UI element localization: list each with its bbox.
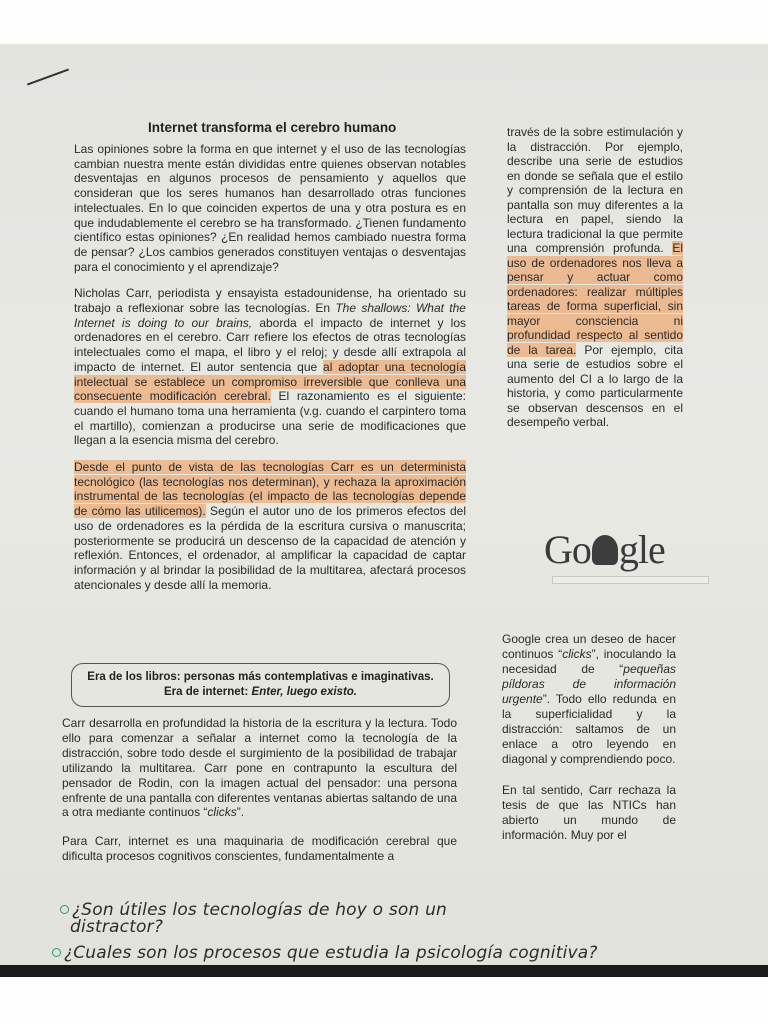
quote-line-1: Era de los libros: personas más contemplativas e imaginativas. — [87, 671, 434, 683]
quote-line-2: Era de internet: Enter, luego existo. — [163, 686, 357, 698]
paragraph-google: Google crea un deseo de hacer continuos “clicks”, inoculando la necesidad de “pequeñas píldoras de información urgente”. Todo ello redunda en la superficialidad y la distracción: saltamos de un enlace a otro leyendo en diagonal y comprendiendo poco. — [502, 632, 677, 766]
search-bar — [552, 576, 709, 584]
handwritten-question-1: ¿Son útiles los tecnologías de hoy o son un — [60, 900, 447, 920]
highlighted-text: Desde el punto de vista de las tecnologías Carr es un determinista tecnológico (las tecnologías nos determinan), y rechaza la aproximación instrumental de las tecnologías (el impacto de las tecnologías depende de cómo las utilicemos). — [74, 460, 466, 519]
right-column-bottom — [502, 632, 676, 859]
google-logo: Go gle — [544, 527, 665, 572]
paragraph-ntics: En tal sentido, Carr rechaza la tesis de que las NTICs han abierto un mundo de información. Muy por el — [502, 783, 676, 842]
paragraph-intro: Las opiniones sobre la forma en que internet y el uso de las tecnologías cambian nuestra mente están divididas entre quienes observan notables desventajas en algunos procesos de pensamiento y aquellos que consideran que los seres humanos han desarrollado otras funciones intelectuales. En lo que coinciden expertos de una y otra postura es en que indudablemente el cerebro se ha transformado. ¿Tienen fundamento científico estas opiniones? ¿En realidad hemos cambiado nuestra forma de pensar? ¿Los cambios generados constituyen ventajas o desventajas para el conocimiento y el aprendizaje? — [74, 142, 466, 274]
table-edge — [0, 965, 768, 977]
highlighted-text: El uso de ordenadores nos lleva a pensar y actuar como ordenadores: realizar múltiples tareas de forma superficial, sin mayor consciencia ni profundidad respecto al sentido de la tarea. — [507, 241, 683, 357]
highlighted-text: al adoptar una tecnología intelectual se establece un compromiso irreversible que conlleva una consecuente modificación cerebral. — [74, 359, 466, 404]
handwritten-question-1-cont: distractor? — [70, 917, 164, 937]
paragraph-maquinaria: Para Carr, internet es una maquinaria de modificación cerebral que dificulta procesos cognitivos conscientes, fundamentalmente a — [62, 834, 457, 864]
left-column-bottom — [62, 716, 457, 878]
paragraph-estudios: través de la sobre estimulación y la distracción. Por ejemplo, describe una serie de estudios en donde se señala que el estilo y comprensión de la lectura en pantalla son muy diferentes a la lectura en papel, siendo la lectura tradicional la que permite una comprensión profunda. El uso de ordenadores nos lleva a pensar y actuar como ordenadores: realizar múltiples tareas de forma superficial, sin mayor consciencia ni profundidad respecto al sentido de la tarea. Por ejemplo, cita una serie de estudios sobre el aumento del CI a lo largo de la historia, y como particularmente se observan descensos en el desempeño verbal. — [507, 125, 683, 429]
book-title: The shallows: What the Internet is doing to our brains, — [74, 301, 466, 330]
paragraph-determinismo: Desde el punto de vista de las tecnologías Carr es un determinista tecnológico (las tecnologías nos determinan), y rechaza la aproximación instrumental de las tecnologías (el impacto de las tecnologías depende de cómo las utilicemos). Según el autor uno de los primeros efectos del uso de ordenadores es la pérdida de la escritura cursiva o manuscrita; posteriormente se producirá un descenso de la capacidad de atención y reflexión. Entonces, el ordenador, al amplificar la capacidad de captar información y al brindar la posibilidad de la multitarea, afectará procesos atencionales y desde allí la memoria. — [74, 460, 467, 592]
paragraph-historia: Carr desarrolla en profundidad la historia de la escritura y la lectura. Todo ello para comenzar a señalar a internet como la tecnología de la distracción, sobre todo desde el surgimiento de la posibilidad de trabajar utilizando la multitarea. Carr pone en contrapunto la escultura del pensador de Rodin, con la imagen actual del pensador: una persona enfrente de una pantalla con diferentes ventanas abiertas saltando de una a otra mediante continuos “clicks”. — [62, 716, 457, 820]
paragraph-carr: Nicholas Carr, periodista y ensayista estadounidense, ha orientado su trabajo a reflexionar sobre las tecnologías. En The shallows: What the Internet is doing to our brains, aborda el impacto de internet y los ordenadores en el cerebro. Carr refiere los efectos de otras tecnologías intelectuales como el mapa, el libro y el reloj; y desde allí extrapola al impacto de internet. El autor sentencia que al adoptar una tecnología intelectual se establece un compromiso irreversible que conlleva una consecuente modificación cerebral. El razonamiento es el siguiente: cuando el humano toma una herramienta (v.g. cuando el carpintero toma el martillo), comienzan a producirse una serie de modificaciones que llegan a la esencia misma del cerebro. — [74, 286, 466, 448]
thinker-statue-icon — [592, 535, 618, 565]
google-image — [532, 516, 707, 606]
handwritten-question-2: ¿Cuales son los procesos que estudia la psicología cognitiva? — [52, 943, 598, 963]
bullet-icon — [52, 948, 61, 957]
article-title: Internet transforma el cerebro humano — [148, 120, 397, 135]
bullet-icon — [60, 905, 69, 914]
quote-box — [71, 663, 450, 707]
right-column — [507, 125, 683, 430]
left-column — [74, 142, 466, 604]
